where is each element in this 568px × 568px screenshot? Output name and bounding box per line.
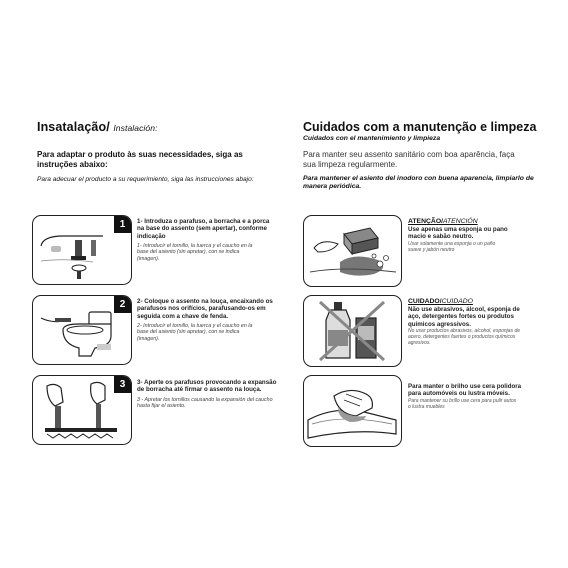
maintenance-intro-line2: sua limpeza regularmente.	[303, 159, 398, 169]
step2-number: 2	[114, 296, 131, 313]
card3-es-line2: o lustra muebles	[408, 403, 445, 410]
step3-number: 3	[114, 376, 131, 393]
step2-text	[137, 298, 287, 343]
card3-illustration	[303, 375, 402, 447]
step3-es-line2: hasta fijar el asiento.	[137, 403, 186, 410]
installation-intro-line2: instruções abaixo:	[37, 159, 108, 169]
step3-illustration	[32, 375, 132, 445]
card1-title-es: ATENCIÓN	[443, 218, 478, 225]
installation-intro-line1: Para adaptar o produto às suas necessidades, siga as	[37, 150, 243, 159]
step2-es-line2: base del asiento (sin apretar), con se indica	[137, 329, 240, 336]
step2-pt-line1: 2- Coloque o assento na louça, encaixando os	[137, 298, 273, 305]
card2-pt-line1: Não use abrasivos, álcool, esponja de	[408, 306, 520, 313]
step2-es-line3: (imagen).	[137, 336, 160, 343]
step1-pt-line3: indicação	[137, 232, 166, 240]
step1-text	[137, 218, 287, 263]
step2-pt-line2: parafusos nos orifícios, parafusando-os em	[137, 305, 266, 313]
maintenance-intro-es-line1: Para mantener el asiento del inodoro con buena aparencia, limpiarlo de	[303, 175, 534, 182]
card3-pt-line2: para automóveis ou lustra móveis.	[408, 390, 510, 398]
card2-title-es: CUIDADO	[441, 298, 473, 305]
card1-es-line1: Usar solamente una esponja o un paño	[408, 240, 496, 247]
card3-es-line1: Para mantener su brillo use cera para pulir autos	[408, 397, 517, 404]
card2-es-line1: No usar productos abrasivos, alcohol, esponjas de	[408, 327, 521, 334]
step1-number: 1	[114, 216, 131, 233]
sponge-icon	[304, 216, 401, 286]
maintenance-intro-es	[303, 175, 543, 191]
card2-title	[408, 298, 553, 306]
step3-text	[137, 379, 297, 410]
step3-pt-line1: 3- Aperte os parafusos provocando a expansão	[137, 379, 277, 386]
step2-es-line1: 2- Introducir el tornillo, la tuerca y el caucho en la	[137, 322, 253, 329]
card3-text	[408, 383, 553, 410]
maintenance-intro	[303, 150, 543, 169]
maintenance-title: Cuidados com a manutenção e limpeza	[303, 120, 537, 134]
step2-illustration	[32, 295, 132, 365]
step1-es-line2: base del asiento (sin apretar), con se indica	[137, 249, 240, 256]
installation-intro	[37, 150, 277, 169]
card1-es-line2: suave y jabón neutro	[408, 246, 455, 253]
card2-es-line3: agresivos.	[408, 340, 431, 347]
card2-illustration	[303, 295, 402, 367]
card1-pt-line1: Use apenas uma esponja ou pano	[408, 226, 508, 233]
maintenance-intro-es-line2: manera periódica.	[303, 183, 362, 190]
maintenance-intro-line1: Para manter seu assento sanitário com boa aparência, faça	[303, 150, 515, 159]
installation-title-es: Instalación:	[113, 123, 158, 133]
maintenance-subtitle-es: Cuidados con el mantenimiento y limpieza	[303, 135, 441, 142]
card2-title-pt: CUIDADO/	[408, 298, 442, 305]
step2-pt-line3: seguida com a chave de fenda.	[137, 312, 229, 320]
installation-intro-es: Para adecuar el producto a su requerimiento, siga las instrucciones abajo:	[37, 176, 254, 183]
step3-pt-line2: de borracha até firmar o assento na louça.	[137, 386, 262, 394]
card1-pt-line2: macio e sabão neutro.	[408, 233, 474, 241]
card2-pt-line3: químicos agressivos.	[408, 320, 471, 328]
installation-title-pt: Insatalação/	[37, 120, 110, 134]
card1-text	[408, 218, 553, 253]
card3-pt-line1: Para manter o brilho use cera polidora	[408, 383, 522, 390]
card1-illustration	[303, 215, 402, 287]
step1-pt-line1: 1- Introduza o parafuso, a borracha e a porca	[137, 218, 270, 225]
step1-es-line3: (imagen).	[137, 256, 160, 263]
step3-es-line1: 3 - Apretar los tornillos causando la expansión del caucho	[137, 396, 273, 403]
card2-text	[408, 298, 553, 346]
installation-title	[37, 120, 158, 134]
polish-hand-icon	[304, 376, 401, 446]
card2-es-line2: acero, detergentes fuertes o productos químicos	[408, 333, 516, 340]
card1-title-pt: ATENÇÃO/	[408, 218, 443, 225]
step1-pt-line2: na base do assento (sem apertar), conforme	[137, 225, 267, 233]
card1-title	[408, 218, 553, 226]
chemical-bottles-icon	[304, 296, 401, 366]
card2-pt-line2: aço, detergentes fortes ou produtos	[408, 313, 514, 321]
step1-es-line1: 1- Introducir el tornillo, la tuerca y el caucho en la	[137, 242, 253, 249]
step1-illustration	[32, 215, 132, 285]
